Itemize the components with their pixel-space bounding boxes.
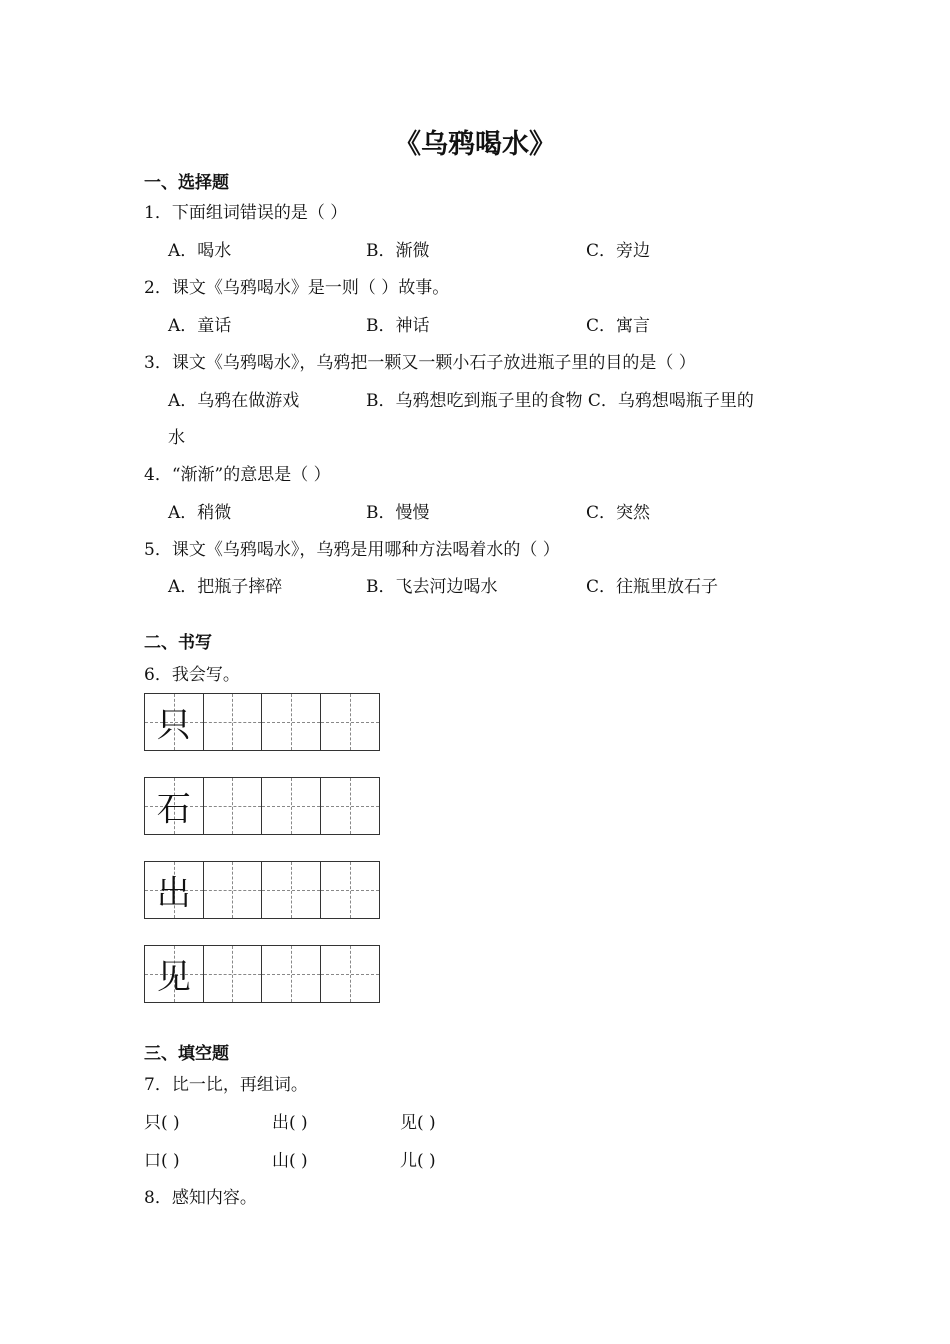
word-blank[interactable]: 只( ) bbox=[144, 1113, 180, 1133]
question-3-option-c-continuation: 水 bbox=[168, 428, 185, 448]
question-4-stem: 4．“渐渐”的意思是（ ） bbox=[144, 465, 331, 485]
grid-cell-blank[interactable] bbox=[262, 778, 321, 834]
grid-cell-model bbox=[145, 778, 204, 834]
model-character: 出 bbox=[156, 873, 191, 914]
question-4-option-c: C．突然 bbox=[586, 503, 651, 523]
question-3-stem: 3．课文《乌鸦喝水》，乌鸦把一颗又一颗小石子放进瓶子里的目的是（ ） bbox=[144, 353, 696, 373]
question-1-option-c: C．旁边 bbox=[586, 241, 651, 261]
writing-grid-4 bbox=[144, 945, 380, 1003]
question-4-option-a: A．稍微 bbox=[168, 503, 232, 523]
question-2-option-b: B．神话 bbox=[366, 316, 430, 336]
page-title: 《乌鸦喝水》 bbox=[394, 129, 556, 160]
section-heading-fill-blank: 三、填空题 bbox=[144, 1044, 229, 1064]
question-1-option-a: A．喝水 bbox=[168, 241, 232, 261]
word-blank[interactable]: 儿( ) bbox=[400, 1151, 436, 1171]
writing-grid-1 bbox=[144, 693, 380, 751]
grid-cell-blank[interactable] bbox=[204, 778, 263, 834]
model-character: 石 bbox=[156, 789, 191, 830]
grid-cell-blank[interactable] bbox=[204, 946, 263, 1002]
question-4-option-b: B．慢慢 bbox=[366, 503, 430, 523]
question-1-stem: 1．下面组词错误的是（ ） bbox=[144, 203, 348, 223]
grid-cell-blank[interactable] bbox=[262, 694, 321, 750]
model-character: 见 bbox=[156, 957, 191, 998]
grid-cell-blank[interactable] bbox=[321, 946, 380, 1002]
grid-cell-blank[interactable] bbox=[321, 862, 380, 918]
question-7-stem: 7．比一比，再组词。 bbox=[144, 1075, 308, 1095]
grid-cell-blank[interactable] bbox=[321, 778, 380, 834]
grid-cell-blank[interactable] bbox=[321, 694, 380, 750]
question-1-option-b: B．渐微 bbox=[366, 241, 430, 261]
question-2-option-c: C．寓言 bbox=[586, 316, 651, 336]
grid-cell-blank[interactable] bbox=[204, 694, 263, 750]
question-8-stem: 8．感知内容。 bbox=[144, 1188, 257, 1208]
word-blank[interactable]: 口( ) bbox=[144, 1151, 180, 1171]
section-heading-writing: 二、书写 bbox=[144, 633, 212, 653]
grid-cell-model bbox=[145, 862, 204, 918]
grid-cell-model bbox=[145, 694, 204, 750]
writing-grid-2 bbox=[144, 777, 380, 835]
grid-cell-blank[interactable] bbox=[204, 862, 263, 918]
grid-cell-blank[interactable] bbox=[262, 862, 321, 918]
word-blank[interactable]: 山( ) bbox=[272, 1151, 308, 1171]
question-2-option-a: A．童话 bbox=[168, 316, 232, 336]
grid-cell-blank[interactable] bbox=[262, 946, 321, 1002]
question-3-option-bc: B．乌鸦想吃到瓶子里的食物 C．乌鸦想喝瓶子里的 bbox=[366, 391, 754, 411]
question-2-stem: 2．课文《乌鸦喝水》是一则（ ）故事。 bbox=[144, 278, 450, 298]
question-5-option-c: C．往瓶里放石子 bbox=[586, 577, 719, 597]
word-blank[interactable]: 见( ) bbox=[400, 1113, 436, 1133]
question-3-option-a: A．乌鸦在做游戏 bbox=[168, 391, 300, 411]
model-character: 只 bbox=[156, 705, 191, 746]
question-6-stem: 6．我会写。 bbox=[144, 665, 240, 685]
word-blank[interactable]: 出( ) bbox=[272, 1113, 308, 1133]
grid-cell-model bbox=[145, 946, 204, 1002]
question-5-option-a: A．把瓶子摔碎 bbox=[168, 577, 283, 597]
question-5-stem: 5．课文《乌鸦喝水》，乌鸦是用哪种方法喝着水的（ ） bbox=[144, 540, 560, 560]
section-heading-choice: 一、选择题 bbox=[144, 173, 229, 193]
writing-grid-3 bbox=[144, 861, 380, 919]
question-5-option-b: B．飞去河边喝水 bbox=[366, 577, 498, 597]
